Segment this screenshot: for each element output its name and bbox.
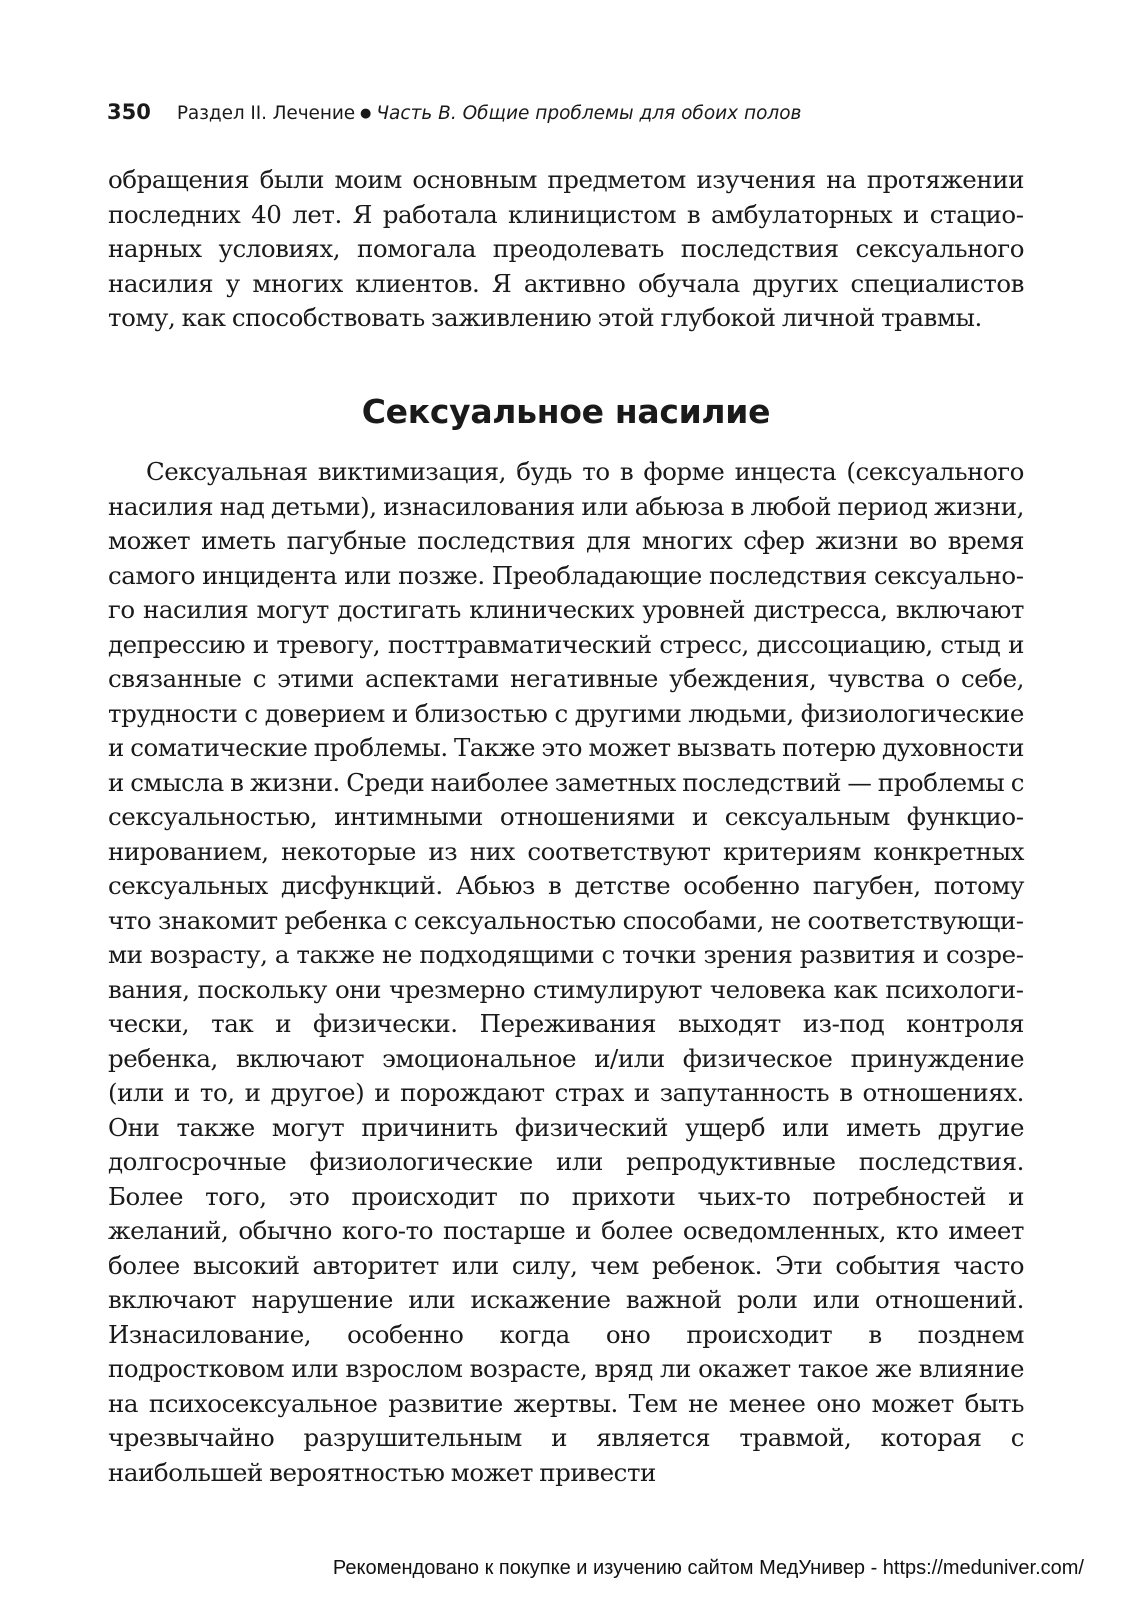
page-number: 350 <box>107 100 151 124</box>
running-head-section: Раздел II. Лечение <box>176 103 356 124</box>
footer-credit: Рекомендовано к покупке и изучению сайтом МедУнивер - https://meduniver.com/ <box>332 1557 1084 1579</box>
bullet-separator-icon: ● <box>360 106 372 121</box>
running-head-part: Часть B. Общие проблемы для обоих полов <box>376 103 802 124</box>
main-paragraph: Сексуальная виктимизация, будь то в форме инцеста (сексуального насилия над детьми), изнасилования или абьюза в любой период жизни, может иметь пагубные последствия для многих сфер жизни во время самого инцидента или позже. Преобладающие последствия сексуального насилия могут достигать клинических уровней дистресса, включают депрессию и тревогу, посттравматический стресс, диссоциацию, стыд и связанные с этими аспектами негативные убеждения, чувства о себе, трудности с доверием и близостью с другими людьми, физиологические и соматические проблемы. Также это может вызвать потерю духовности и смысла в жизни. Среди наиболее заметных последствий — проблемы с сексуальностью, интимными отношениями и сексуальным функционированием, некоторые из них соответствуют критериям конкретных сексуальных дисфункций. Абьюз в детстве особенно пагубен, потому что знакомит ребенка с сексуальностью способами, не соответствующими возрасту, а также не подходящими с точки зрения развития и созревания, поскольку они чрезмерно стимулируют человека как психологически, так и физически. Переживания выходят из-под контроля ребенка, включают эмоциональное и/или физическое принуждение (или и то, и другое) и порождают страх и запутанность в отношениях. Они также могут причинить физический ущерб или иметь другие долгосрочные физиологические или репродуктивные последствия. Более того, это происходит по прихоти чьих-то потребностей и желаний, обычно кого-то постарше и более осведомленных, кто имеет более высокий авторитет или силу, чем ребенок. Эти события часто включают нарушение или искажение важной роли или отношений. Изнасилование, особенно когда оно происходит в позднем подростковом или взрослом возрасте, вряд ли окажет такое же влияние на психосексуальное развитие жертвы. Тем не менее оно может быть чрезвычайно разрушительным и является травмой, которая с наибольшей вероятностью может привести <box>108 457 1024 1487</box>
intro-paragraph: обращения были моим основным предметом изучения на протяжении последних 40 лет. Я работала клиницистом в амбулаторных и стационарных условиях, помогала преодолевать последствия сексуального насилия у многих клиентов. Я активно обучала других специалистов тому, как способствовать заживлению этой глубокой личной травмы. <box>108 165 1024 332</box>
section-heading: Сексуальное насилие <box>361 392 771 431</box>
running-header <box>107 100 801 132</box>
